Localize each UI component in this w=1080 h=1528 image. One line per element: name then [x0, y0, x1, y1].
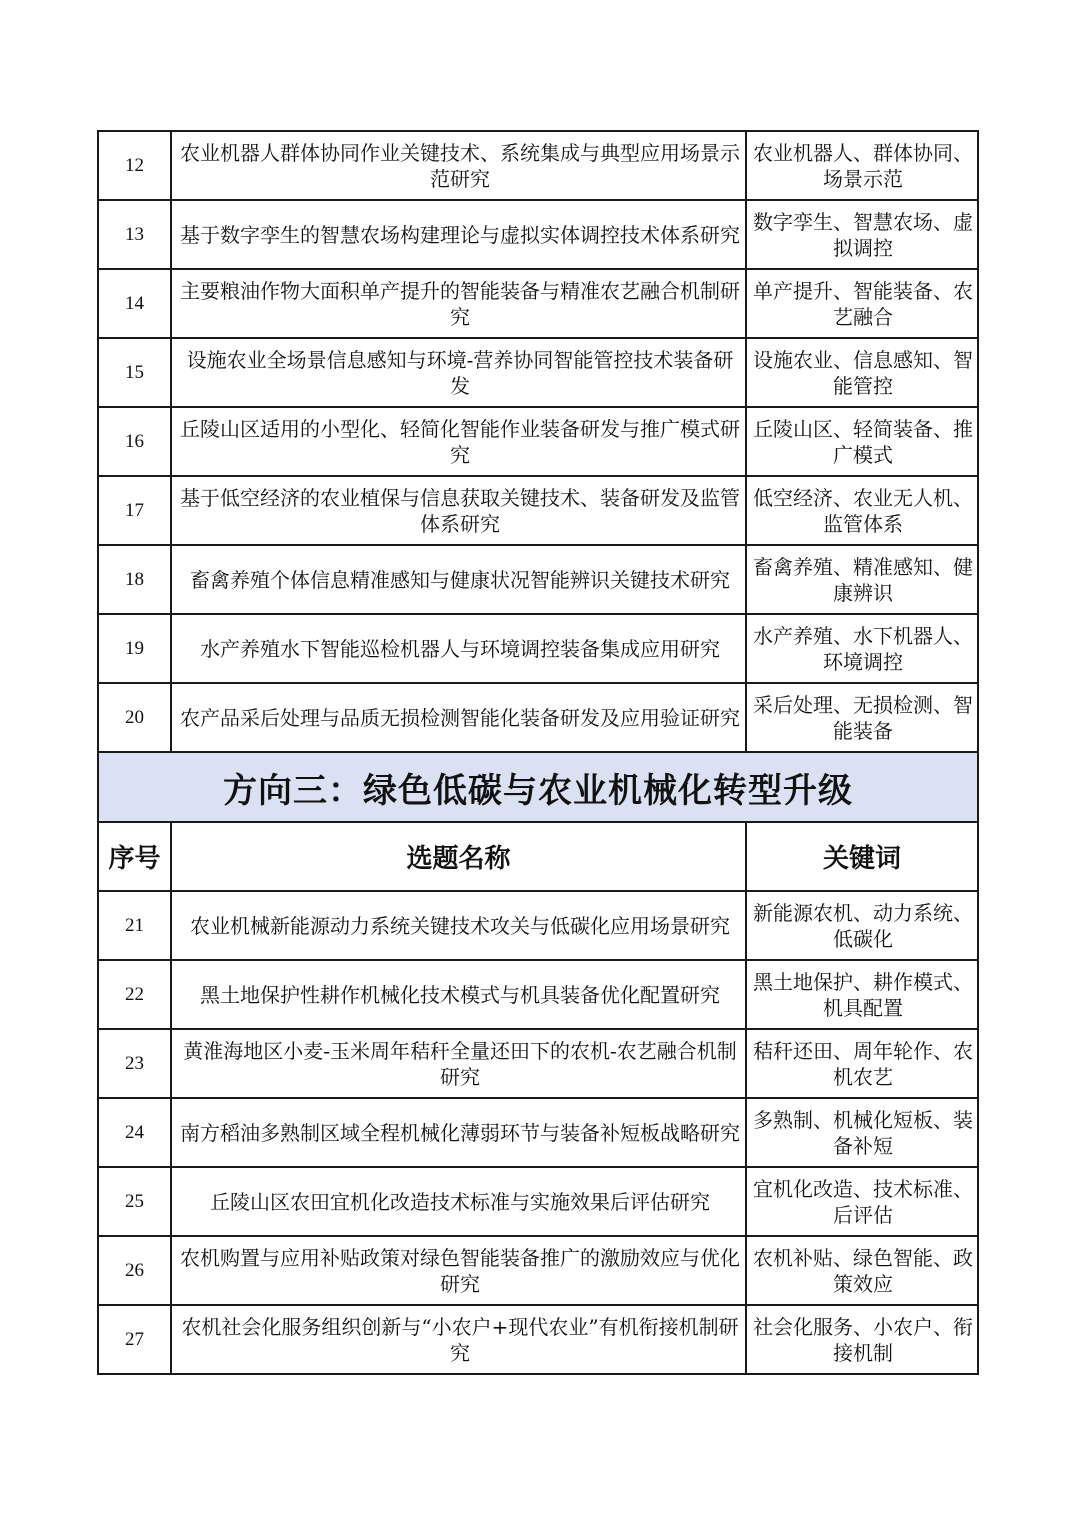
column-header-row: [98, 822, 978, 891]
row-number: 23: [98, 1029, 171, 1098]
table-row: [98, 407, 978, 476]
table-row: [98, 960, 978, 1029]
row-number: 21: [98, 891, 171, 960]
table-row: [98, 131, 978, 200]
topic-keywords: 秸秆还田、周年轮作、农机农艺: [746, 1029, 978, 1098]
topic-name: 南方稻油多熟制区域全程机械化薄弱环节与装备补短板战略研究: [171, 1098, 746, 1167]
table-row: [98, 269, 978, 338]
topics-table: [97, 130, 979, 1375]
topic-name: 丘陵山区农田宜机化改造技术标准与实施效果后评估研究: [171, 1167, 746, 1236]
table-row: [98, 200, 978, 269]
section-title: 方向三：绿色低碳与农业机械化转型升级: [98, 752, 978, 822]
table-row: [98, 1029, 978, 1098]
topic-keywords: 农业机器人、群体协同、场景示范: [746, 131, 978, 200]
section-a-rows: [98, 131, 978, 752]
row-number: 17: [98, 476, 171, 545]
topic-keywords: 农机补贴、绿色智能、政策效应: [746, 1236, 978, 1305]
topic-keywords: 水产养殖、水下机器人、环境调控: [746, 614, 978, 683]
topic-keywords: 社会化服务、小农户、衔接机制: [746, 1305, 978, 1374]
row-number: 18: [98, 545, 171, 614]
section-title-row: [98, 752, 978, 822]
row-number: 19: [98, 614, 171, 683]
header-topic-name: 选题名称: [171, 822, 746, 891]
topic-name: 基于低空经济的农业植保与信息获取关键技术、装备研发及监管体系研究: [171, 476, 746, 545]
header-number: 序号: [98, 822, 171, 891]
topic-name: 设施农业全场景信息感知与环境-营养协同智能管控技术装备研发: [171, 338, 746, 407]
table-row: [98, 1236, 978, 1305]
topic-keywords: 采后处理、无损检测、智能装备: [746, 683, 978, 752]
table-row: [98, 1167, 978, 1236]
row-number: 20: [98, 683, 171, 752]
section-b-rows: [98, 891, 978, 1374]
topic-keywords: 宜机化改造、技术标准、后评估: [746, 1167, 978, 1236]
row-number: 15: [98, 338, 171, 407]
row-number: 24: [98, 1098, 171, 1167]
section-header-group: [98, 752, 978, 891]
row-number: 14: [98, 269, 171, 338]
topic-keywords: 单产提升、智能装备、农艺融合: [746, 269, 978, 338]
topic-name: 基于数字孪生的智慧农场构建理论与虚拟实体调控技术体系研究: [171, 200, 746, 269]
topic-keywords: 设施农业、信息感知、智能管控: [746, 338, 978, 407]
topic-name: 农机购置与应用补贴政策对绿色智能装备推广的激励效应与优化研究: [171, 1236, 746, 1305]
header-keywords: 关键词: [746, 822, 978, 891]
topic-name: 黄淮海地区小麦-玉米周年秸秆全量还田下的农机-农艺融合机制研究: [171, 1029, 746, 1098]
row-number: 27: [98, 1305, 171, 1374]
table-row: [98, 891, 978, 960]
topic-name: 主要粮油作物大面积单产提升的智能装备与精准农艺融合机制研究: [171, 269, 746, 338]
table-row: [98, 545, 978, 614]
table-row: [98, 614, 978, 683]
row-number: 12: [98, 131, 171, 200]
topic-name: 水产养殖水下智能巡检机器人与环境调控装备集成应用研究: [171, 614, 746, 683]
topic-name: 丘陵山区适用的小型化、轻简化智能作业装备研发与推广模式研究: [171, 407, 746, 476]
topic-name: 农产品采后处理与品质无损检测智能化装备研发及应用验证研究: [171, 683, 746, 752]
topic-keywords: 黑土地保护、耕作模式、机具配置: [746, 960, 978, 1029]
table-row: [98, 476, 978, 545]
topic-name: 农机社会化服务组织创新与“小农户+现代农业”有机衔接机制研究: [171, 1305, 746, 1374]
topic-name: 农业机器人群体协同作业关键技术、系统集成与典型应用场景示范研究: [171, 131, 746, 200]
row-number: 25: [98, 1167, 171, 1236]
table-row: [98, 1305, 978, 1374]
table-row: [98, 1098, 978, 1167]
table-row: [98, 338, 978, 407]
topic-keywords: 丘陵山区、轻简装备、推广模式: [746, 407, 978, 476]
row-number: 16: [98, 407, 171, 476]
topic-keywords: 新能源农机、动力系统、低碳化: [746, 891, 978, 960]
topic-keywords: 畜禽养殖、精准感知、健康辨识: [746, 545, 978, 614]
topic-keywords: 数字孪生、智慧农场、虚拟调控: [746, 200, 978, 269]
topic-keywords: 多熟制、机械化短板、装备补短: [746, 1098, 978, 1167]
row-number: 13: [98, 200, 171, 269]
topic-name: 黑土地保护性耕作机械化技术模式与机具装备优化配置研究: [171, 960, 746, 1029]
topic-keywords: 低空经济、农业无人机、监管体系: [746, 476, 978, 545]
topic-name: 农业机械新能源动力系统关键技术攻关与低碳化应用场景研究: [171, 891, 746, 960]
row-number: 22: [98, 960, 171, 1029]
table-row: [98, 683, 978, 752]
topic-name: 畜禽养殖个体信息精准感知与健康状况智能辨识关键技术研究: [171, 545, 746, 614]
row-number: 26: [98, 1236, 171, 1305]
